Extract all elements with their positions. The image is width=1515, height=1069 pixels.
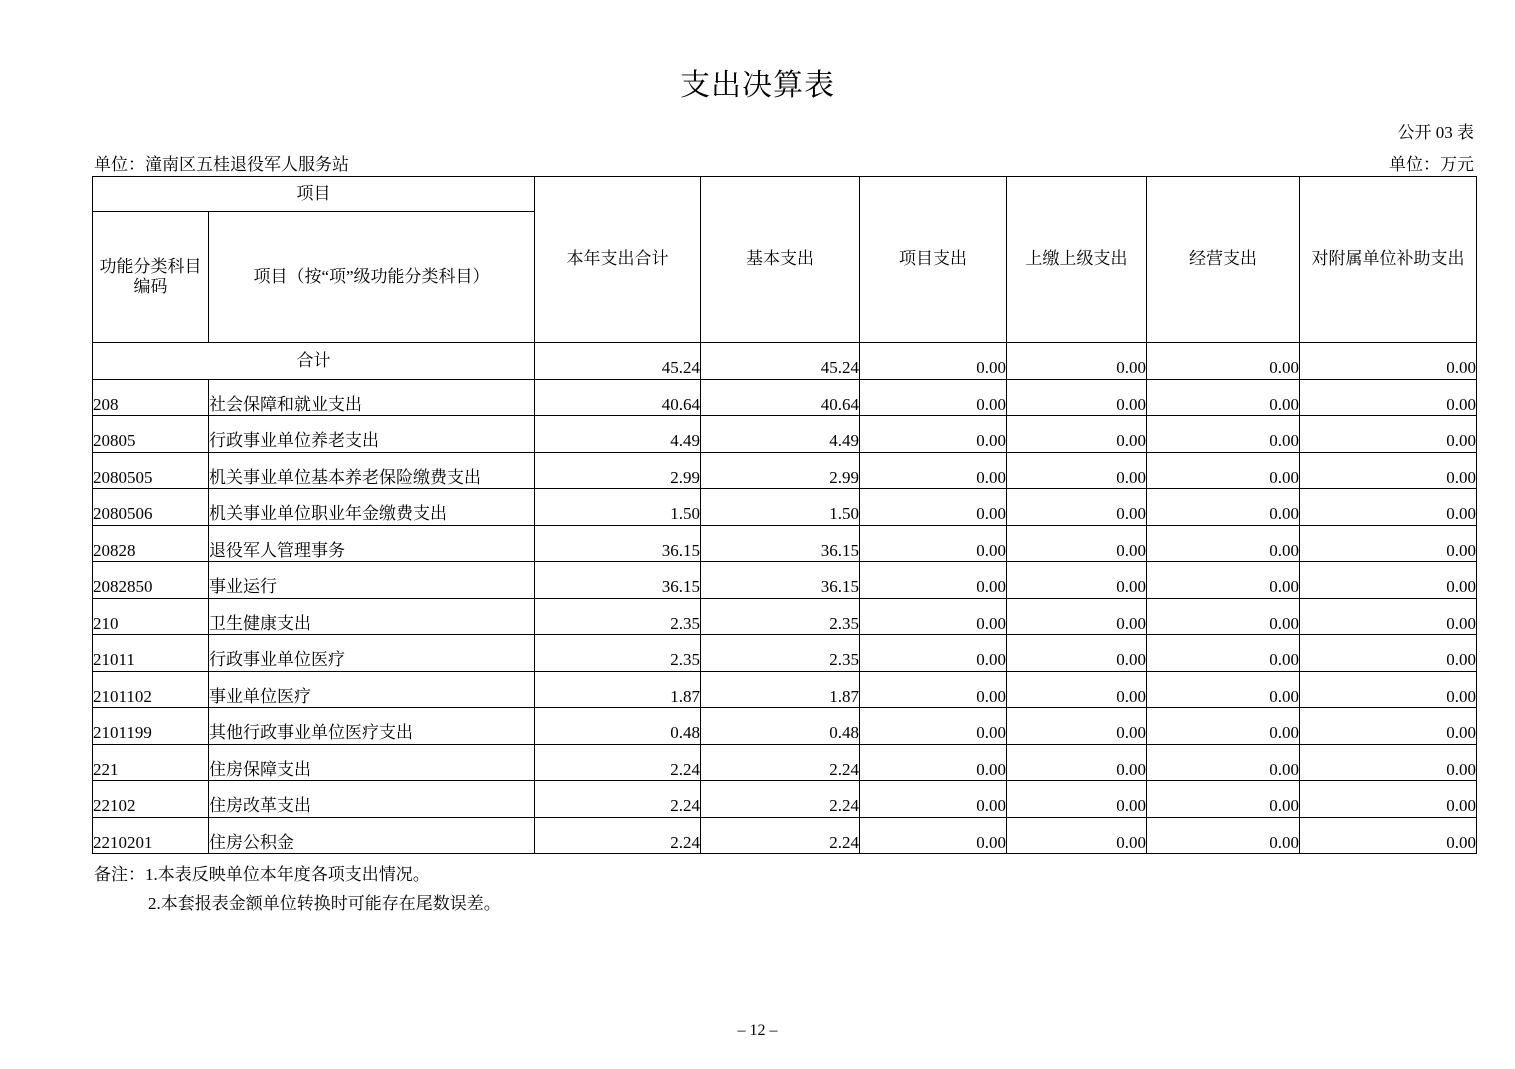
total-cell: 0.48: [535, 708, 701, 745]
subsidy-cell: 0.00: [1300, 452, 1477, 489]
business-cell: 0.00: [1147, 525, 1300, 562]
subsidy-cell: 0.00: [1300, 598, 1477, 635]
project-exp-cell: 0.00: [860, 671, 1007, 708]
upper-cell: 0.00: [1007, 379, 1147, 416]
header-row-1: [93, 177, 1477, 212]
project-exp-cell: 0.00: [860, 489, 1007, 526]
basic-cell: 2.24: [701, 817, 860, 854]
business-cell: 0.00: [1147, 416, 1300, 453]
table-row: [93, 452, 1477, 489]
total-cell: 4.49: [535, 416, 701, 453]
total-cell: 36.15: [535, 562, 701, 599]
business-cell: 0.00: [1147, 671, 1300, 708]
business-cell: 0.00: [1147, 598, 1300, 635]
business-cell: 0.00: [1147, 379, 1300, 416]
upper-cell: 0.00: [1007, 452, 1147, 489]
code-cell: 20805: [93, 416, 209, 453]
name-cell: 事业单位医疗: [209, 671, 535, 708]
expenditure-table: [92, 176, 1477, 854]
upper-cell: 0.00: [1007, 817, 1147, 854]
header-name: 项目（按“项”级功能分类科目）: [209, 212, 535, 343]
upper-cell: 0.00: [1007, 343, 1147, 380]
name-cell: 卫生健康支出: [209, 598, 535, 635]
name-cell: 社会保障和就业支出: [209, 379, 535, 416]
upper-cell: 0.00: [1007, 416, 1147, 453]
basic-cell: 2.35: [701, 635, 860, 672]
page-number: – 12 –: [737, 1022, 778, 1039]
upper-cell: 0.00: [1007, 525, 1147, 562]
upper-cell: 0.00: [1007, 635, 1147, 672]
header-total: 本年支出合计: [535, 177, 701, 343]
project-exp-cell: 0.00: [860, 708, 1007, 745]
basic-cell: 1.87: [701, 671, 860, 708]
table-row: [93, 781, 1477, 818]
project-exp-cell: 0.00: [860, 416, 1007, 453]
total-cell: 1.87: [535, 671, 701, 708]
table-row: [93, 562, 1477, 599]
total-cell: 2.35: [535, 635, 701, 672]
name-cell: 其他行政事业单位医疗支出: [209, 708, 535, 745]
table-row: [93, 598, 1477, 635]
name-cell: 事业运行: [209, 562, 535, 599]
header-basic: 基本支出: [701, 177, 860, 343]
header-project: 项目: [93, 177, 535, 212]
total-cell: 2.35: [535, 598, 701, 635]
total-cell: 40.64: [535, 379, 701, 416]
subsidy-cell: 0.00: [1300, 708, 1477, 745]
total-cell: 36.15: [535, 525, 701, 562]
code-cell: 2101102: [93, 671, 209, 708]
subsidy-cell: 0.00: [1300, 817, 1477, 854]
name-cell: 行政事业单位养老支出: [209, 416, 535, 453]
table-row: [93, 671, 1477, 708]
basic-cell: 36.15: [701, 562, 860, 599]
table-row: [93, 489, 1477, 526]
table-row: [93, 379, 1477, 416]
basic-cell: 40.64: [701, 379, 860, 416]
code-cell: 2210201: [93, 817, 209, 854]
project-exp-cell: 0.00: [860, 817, 1007, 854]
code-cell: 2080506: [93, 489, 209, 526]
basic-cell: 2.24: [701, 744, 860, 781]
basic-cell: 1.50: [701, 489, 860, 526]
page-title: 支出决算表: [680, 69, 835, 102]
subsidy-cell: 0.00: [1300, 525, 1477, 562]
upper-cell: 0.00: [1007, 489, 1147, 526]
name-cell: 住房公积金: [209, 817, 535, 854]
subsidy-cell: 0.00: [1300, 379, 1477, 416]
name-cell: 机关事业单位基本养老保险缴费支出: [209, 452, 535, 489]
code-cell: 210: [93, 598, 209, 635]
total-cell: 1.50: [535, 489, 701, 526]
table-row: [93, 416, 1477, 453]
subsidy-cell: 0.00: [1300, 343, 1477, 380]
unit-organization: 单位：潼南区五桂退役军人服务站: [94, 155, 349, 174]
project-exp-cell: 0.00: [860, 562, 1007, 599]
total-cell: 2.24: [535, 817, 701, 854]
header-code: 功能分类科目编码: [93, 212, 209, 343]
subsidy-cell: 0.00: [1300, 416, 1477, 453]
project-exp-cell: 0.00: [860, 598, 1007, 635]
name-cell: 退役军人管理事务: [209, 525, 535, 562]
project-exp-cell: 0.00: [860, 343, 1007, 380]
subsidy-cell: 0.00: [1300, 489, 1477, 526]
business-cell: 0.00: [1147, 343, 1300, 380]
basic-cell: 2.24: [701, 781, 860, 818]
upper-cell: 0.00: [1007, 671, 1147, 708]
project-exp-cell: 0.00: [860, 635, 1007, 672]
unit-currency: 单位：万元: [1389, 155, 1474, 174]
project-exp-cell: 0.00: [860, 379, 1007, 416]
upper-cell: 0.00: [1007, 744, 1147, 781]
code-cell: 2101199: [93, 708, 209, 745]
header-project-expenditure: 项目支出: [860, 177, 1007, 343]
business-cell: 0.00: [1147, 817, 1300, 854]
basic-cell: 2.99: [701, 452, 860, 489]
upper-cell: 0.00: [1007, 708, 1147, 745]
note-line-1: 备注：1.本表反映单位本年度各项支出情况。: [94, 865, 430, 884]
name-cell: 住房改革支出: [209, 781, 535, 818]
total-label: 合计: [93, 343, 535, 380]
project-exp-cell: 0.00: [860, 525, 1007, 562]
business-cell: 0.00: [1147, 452, 1300, 489]
upper-cell: 0.00: [1007, 781, 1147, 818]
project-exp-cell: 0.00: [860, 744, 1007, 781]
business-cell: 0.00: [1147, 708, 1300, 745]
business-cell: 0.00: [1147, 744, 1300, 781]
table-row: [93, 525, 1477, 562]
subsidy-cell: 0.00: [1300, 781, 1477, 818]
header-upper-payment: 上缴上级支出: [1007, 177, 1147, 343]
note-line-2: 2.本套报表金额单位转换时可能存在尾数误差。: [148, 894, 501, 913]
basic-cell: 0.48: [701, 708, 860, 745]
upper-cell: 0.00: [1007, 562, 1147, 599]
total-cell: 45.24: [535, 343, 701, 380]
subsidy-cell: 0.00: [1300, 671, 1477, 708]
subsidy-cell: 0.00: [1300, 635, 1477, 672]
basic-cell: 45.24: [701, 343, 860, 380]
business-cell: 0.00: [1147, 489, 1300, 526]
project-exp-cell: 0.00: [860, 781, 1007, 818]
business-cell: 0.00: [1147, 562, 1300, 599]
basic-cell: 4.49: [701, 416, 860, 453]
total-cell: 2.24: [535, 744, 701, 781]
name-cell: 行政事业单位医疗: [209, 635, 535, 672]
code-cell: 221: [93, 744, 209, 781]
basic-cell: 36.15: [701, 525, 860, 562]
header-business: 经营支出: [1147, 177, 1300, 343]
total-cell: 2.24: [535, 781, 701, 818]
name-cell: 机关事业单位职业年金缴费支出: [209, 489, 535, 526]
code-cell: 20828: [93, 525, 209, 562]
subsidy-cell: 0.00: [1300, 744, 1477, 781]
total-row: [93, 343, 1477, 380]
project-exp-cell: 0.00: [860, 452, 1007, 489]
upper-cell: 0.00: [1007, 598, 1147, 635]
code-cell: 22102: [93, 781, 209, 818]
table-row: [93, 635, 1477, 672]
code-cell: 2082850: [93, 562, 209, 599]
code-cell: 208: [93, 379, 209, 416]
table-row: [93, 708, 1477, 745]
business-cell: 0.00: [1147, 781, 1300, 818]
header-subsidy: 对附属单位补助支出: [1300, 177, 1477, 343]
total-cell: 2.99: [535, 452, 701, 489]
basic-cell: 2.35: [701, 598, 860, 635]
subsidy-cell: 0.00: [1300, 562, 1477, 599]
name-cell: 住房保障支出: [209, 744, 535, 781]
code-cell: 21011: [93, 635, 209, 672]
code-cell: 2080505: [93, 452, 209, 489]
form-number: 公开 03 表: [1397, 123, 1474, 142]
table-row: [93, 817, 1477, 854]
business-cell: 0.00: [1147, 635, 1300, 672]
table-row: [93, 744, 1477, 781]
